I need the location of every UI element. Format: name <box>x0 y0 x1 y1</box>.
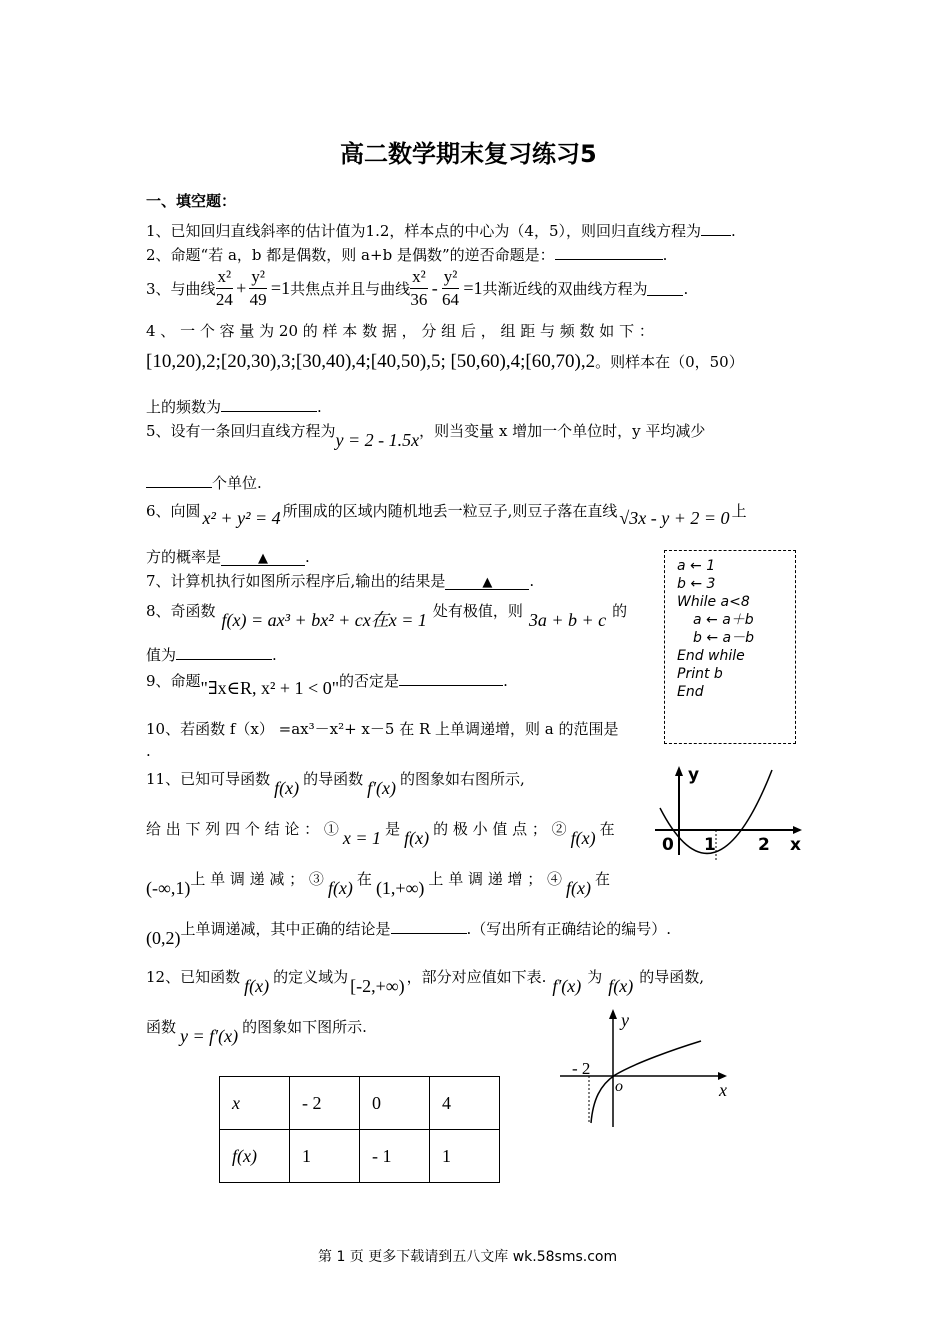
q7-text: 7、计算机执行如图所示程序后,输出的结果是 <box>146 572 446 590</box>
q2-text: 2、命题“若 a，b 都是偶数，则 a+b 是偶数”的逆否命题是： <box>146 246 555 264</box>
question-6 <box>146 500 747 528</box>
q11-text: 11、已知可导函数 <box>146 770 271 788</box>
q5-text-a: 5、设有一条回归直线方程为 <box>146 422 336 440</box>
q6-text-b: 所围成的区域内随机地丢一粒豆子,则豆子落在直线 <box>282 502 618 520</box>
question-4-line1: 4 、 一 个 容 量 为 20 的 样 本 数 据 ， 分 组 后 ， 组 距 与 频 数 如 下 ： <box>146 322 654 340</box>
code-line: While a<8 <box>677 594 750 610</box>
code-line: a ← 1 <box>677 558 716 574</box>
fraction <box>216 266 234 311</box>
table-cell: - 1 <box>360 1130 430 1183</box>
code-line: b ← a－b <box>693 630 754 646</box>
code-line: Print b <box>677 666 723 682</box>
q11-text: 的图象如右图所示, <box>400 770 525 788</box>
odd-function-equation: f(x) = ax³ + bx² + cx在x = 1 <box>221 610 427 630</box>
question-11-line3 <box>146 868 611 898</box>
q3-end: . <box>683 279 689 298</box>
q8-text-c: 的 <box>612 602 628 620</box>
q9-end: . <box>503 672 508 690</box>
answer-blank <box>146 473 212 488</box>
origin-label: o <box>615 1078 623 1095</box>
q2-end: . <box>662 246 668 264</box>
denominator: 24 <box>215 290 233 309</box>
interval: (0,2) <box>146 928 181 948</box>
table-cell: - 2 <box>290 1077 360 1130</box>
tick-0: 0 <box>662 835 674 855</box>
question-2 <box>146 244 667 265</box>
q6-text-a: 6、向圆 <box>146 502 201 520</box>
question-1 <box>146 220 736 241</box>
q11-text: 上 单 调 递 减 ； ③ <box>190 870 324 888</box>
q11-text: 上 单 调 递 增 ； ④ <box>428 870 563 888</box>
arrow-icon <box>675 766 683 776</box>
q11-text: 的导函数 <box>303 770 364 788</box>
q1-text: 1、已知回归直线斜率的估计值为1.2，样本点的中心为（4，5），则回归直线方程为 <box>146 222 701 240</box>
q12-text: 函数 <box>146 1018 177 1036</box>
q6-end: . <box>305 548 310 566</box>
x-label: x <box>719 1080 727 1100</box>
q8-end: . <box>272 646 277 664</box>
table-cell: 4 <box>430 1077 500 1130</box>
q6-text-d: 方的概率是 <box>146 548 222 566</box>
interval: (1,+∞) <box>375 878 425 898</box>
arrow-icon <box>718 1072 727 1080</box>
page-title: 高二数学期末复习练习5 <box>340 140 597 168</box>
y-label: y <box>621 1010 629 1030</box>
q8-text-d: 值为 <box>146 646 177 664</box>
function-fx: f(x) <box>274 778 300 798</box>
fraction <box>410 266 428 311</box>
program-box <box>664 550 796 744</box>
q11-text: 给 出 下 列 四 个 结 论 ： ① <box>146 820 339 838</box>
numerator: y² <box>442 266 460 289</box>
tick-2: 2 <box>758 835 770 855</box>
q8-text-a: 8、奇函数 <box>146 602 216 620</box>
interval: (-∞,1) <box>146 878 191 898</box>
q5-text-c: 个单位. <box>212 474 262 492</box>
q11-text: 在 <box>595 870 611 888</box>
proposition: "∃x∈R, x² + 1 < 0" <box>200 678 340 698</box>
parabola-curve <box>660 770 772 853</box>
answer-blank <box>701 221 731 236</box>
answer-blank <box>399 671 503 686</box>
expression: 3a + b + c <box>528 610 607 630</box>
question-12 <box>146 966 705 996</box>
question-8 <box>146 596 628 630</box>
q1-end: . <box>731 222 736 240</box>
y-label: y <box>688 765 700 785</box>
derivative-curve <box>591 1041 701 1123</box>
numerator: x² <box>216 266 234 289</box>
q3-text-c: 共渐近线的双曲线方程为 <box>482 280 648 298</box>
answer-blank <box>647 281 683 296</box>
question-5-line2 <box>146 472 262 493</box>
derivative-log-graph <box>555 1005 745 1135</box>
q11-text: 上单调递减，其中正确的结论是 <box>180 920 391 938</box>
question-4-line2 <box>146 351 744 373</box>
q10-end: . <box>146 742 151 760</box>
page-footer: 第 1 页 更多下载请到五八文库 wk.58sms.com <box>318 1249 618 1265</box>
derivative-function: y = f′(x) <box>180 1026 239 1046</box>
eq-one: =1 <box>463 278 483 298</box>
derivative-fx: f′(x) <box>552 976 582 996</box>
tick-1: 1 <box>704 835 716 855</box>
regression-equation: y = 2 - 1.5x <box>335 430 420 450</box>
section-heading: 一、填空题： <box>146 192 237 210</box>
table-cell: f(x) <box>220 1130 290 1183</box>
fraction <box>249 266 267 311</box>
eq-one: =1 <box>270 278 291 298</box>
circle-equation: x² + y² = 4 <box>202 508 281 528</box>
function-fx: f(x) <box>570 828 596 848</box>
q3-text-b: 共焦点并且与曲线 <box>290 280 411 298</box>
q11-text: .（写出所有正确结论的编号）. <box>466 920 672 938</box>
tick-minus-2: - 2 <box>572 1059 591 1078</box>
function-fx: f(x) <box>404 828 430 848</box>
program-code <box>665 551 795 701</box>
q9-text-b: 的否定是 <box>339 672 400 690</box>
domain-interval: [-2,+∞) <box>350 976 405 996</box>
code-line: End while <box>677 648 745 664</box>
answer-blank <box>391 919 467 934</box>
q12-text: 的导函数, <box>639 968 705 986</box>
q12-text: 12、已知函数 <box>146 968 241 986</box>
fraction <box>442 266 460 311</box>
op-minus: - <box>431 278 438 298</box>
derivative-graph <box>650 760 810 860</box>
code-line: End <box>677 684 704 700</box>
question-4-line3 <box>146 396 322 417</box>
q4-end: . <box>317 398 322 416</box>
question-10: 10、若函数 f（x） =ax³－x²+ x－5 在 R 上单调递增，则 a 的范围是 <box>146 720 619 738</box>
answer-blank <box>555 245 663 260</box>
answer-blank <box>176 645 272 660</box>
triangle-mark: ▲ <box>221 551 305 566</box>
question-7 <box>146 570 534 591</box>
function-fx: f(x) <box>327 878 353 898</box>
function-fx: f(x) <box>244 976 270 996</box>
question-12-line2 <box>146 1016 367 1046</box>
denominator: 64 <box>442 290 459 309</box>
arrow-icon <box>609 1009 617 1019</box>
numerator: x² <box>410 266 428 289</box>
question-6-line2 <box>146 546 310 567</box>
frequency-groups: [10,20),2;[20,30),3;[30,40),4;[40,50),5; [50,60),4;[60,70),2 <box>146 351 596 372</box>
denominator: 36 <box>410 290 428 309</box>
numerator: y² <box>249 266 267 289</box>
line-equation: √3x - y + 2 = 0 <box>619 508 730 528</box>
answer-blank <box>221 397 317 412</box>
op-plus: + <box>236 278 247 298</box>
q12-text: 为 <box>587 968 603 986</box>
question-11-line2 <box>146 818 615 848</box>
q4-tail: 。则样本在（0，50） <box>595 353 744 371</box>
table-cell: x <box>220 1077 290 1130</box>
table-row <box>220 1077 500 1130</box>
q11-text: 的 极 小 值 点 ； ② <box>433 820 567 838</box>
q7-end: . <box>529 572 535 590</box>
q11-text: 在 <box>599 820 615 838</box>
code-line: b ← 3 <box>677 576 716 592</box>
question-9 <box>146 670 508 698</box>
table-cell: 1 <box>430 1130 500 1183</box>
question-11-line4 <box>146 918 672 948</box>
q4-text: 上的频数为 <box>146 398 222 416</box>
q11-text: 在 <box>356 870 372 888</box>
denominator: 49 <box>249 290 267 309</box>
arrow-icon <box>793 826 802 834</box>
q6-text-c: 上 <box>731 502 747 520</box>
q11-text: 是 <box>385 820 401 838</box>
table-row <box>220 1130 500 1183</box>
q3-text-a: 3、与曲线 <box>146 280 216 298</box>
table-cell: 0 <box>360 1077 430 1130</box>
x-label: x <box>790 835 801 855</box>
q12-text: 的图象如下图所示. <box>242 1018 367 1036</box>
question-11 <box>146 768 525 798</box>
value-table <box>219 1076 500 1183</box>
triangle-mark: ▲ <box>445 575 529 590</box>
q12-text: ，部分对应值如下表. <box>406 968 547 986</box>
x-equals-1: x = 1 <box>342 828 382 848</box>
q5-text-b: ，则当变量 x 增加一个单位时，y 平均减少 <box>419 422 706 440</box>
question-8-line2 <box>146 644 277 665</box>
q9-text-a: 9、命题 <box>146 672 201 690</box>
table-cell: 1 <box>290 1130 360 1183</box>
q12-text: 的定义域为 <box>273 968 349 986</box>
derivative-fx: f′(x) <box>367 778 397 798</box>
function-fx: f(x) <box>566 878 592 898</box>
code-line: a ← a＋b <box>693 612 754 628</box>
q8-text-b: 处有极值，则 <box>432 602 523 620</box>
question-5 <box>146 420 706 450</box>
function-fx: f(x) <box>608 976 634 996</box>
question-3 <box>146 266 688 311</box>
